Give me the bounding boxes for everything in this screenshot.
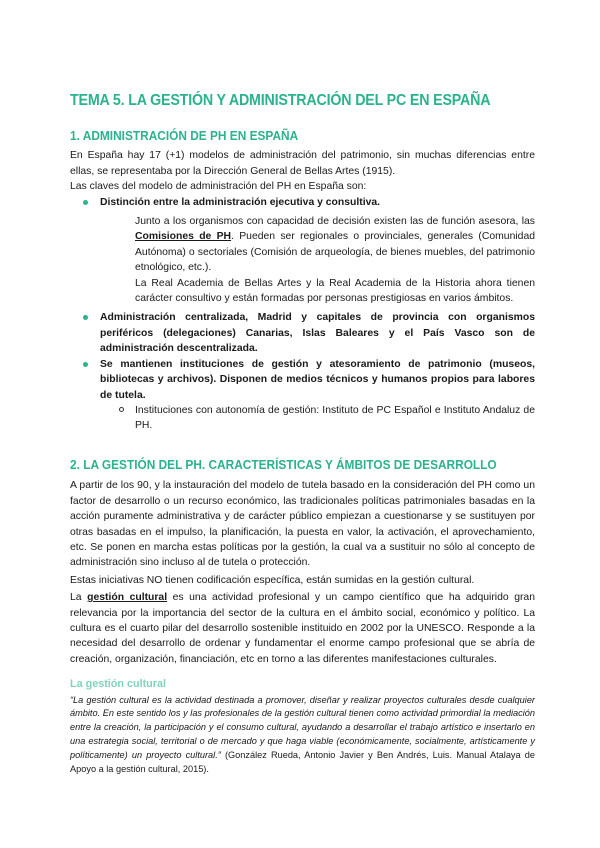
bullet-text: Distinción entre la administración ejecutiva y consultiva. bbox=[100, 196, 381, 208]
quote-text: “La gestión cultural es la actividad destinada a promover, diseñar y realizar proyectos culturales desde cualquier ámbito. En este sentido los y las profesionales de la gestión cultural tienen como actividad primordial la mediación entre la creación, la participación y el consumo cultural, ayudando a desarrollar el trabajo artístico e insertarlo en una estrategia social, territorial o de mercado y que haga viable (económicamente, socialmente, artísticamente y políticamente) un proyecto cultural.” bbox=[70, 694, 535, 760]
quote-block bbox=[70, 694, 535, 777]
list-item bbox=[70, 403, 535, 434]
centralizada-term: Administración centralizada bbox=[100, 312, 246, 324]
section-1-paragraph-2: Las claves del modelo de administración del PH en España son: bbox=[70, 181, 367, 193]
section-1-heading: 1. ADMINISTRACIÓN DE PH EN ESPAÑA bbox=[70, 128, 299, 143]
list-item: Administración centralizada, Madrid y capitales de provincia con organismos periféricos (delegaciones) Canarias, Islas Baleares y el País Vasco son de administración descentralizada. bbox=[70, 310, 535, 356]
list-item bbox=[70, 195, 535, 210]
section-1-paragraph-1: En España hay 17 (+1) modelos de administración del patrimonio, sin muchas diferencias entre ellas, se representaba por la Dirección General de Bellas Artes (1915). bbox=[70, 150, 535, 177]
sub-bullet-text: Instituciones con autonomía de gestión: Instituto de PC Español e Instituto Andaluz de PH. bbox=[135, 404, 535, 432]
subheading-gestion-cultural: La gestión cultural bbox=[70, 678, 166, 691]
section-1 bbox=[70, 128, 535, 434]
bullet-icon bbox=[83, 200, 88, 205]
section-2-paragraph-2: Estas iniciativas NO tienen codificación específica, están sumidas en la gestión cultural. bbox=[70, 574, 475, 586]
sub-paragraph-comisiones: Junto a los organismos con capacidad de decisión existen las de función asesora, las Comisiones de PH. Pueden ser regionales o provinciales, generales (Comunidad Autónoma) o sectoriales (Comisión de arqueología, de bienes muebles, del patrimonio etnológico, etc.). bbox=[135, 216, 535, 274]
bullet-icon bbox=[83, 315, 88, 320]
quote-citation: (González Rueda, Antonio Javier y Ben Andrés, Luis. Manual Atalaya de Apoyo a la gestión cultural, 2015). bbox=[70, 749, 535, 774]
section-2-paragraph-1: A partir de los 90, y la instauración del modelo de tutela basado en la consideración del PH como un factor de desarrollo o un recurso económico, las tradicionales políticas patrimoniales basadas en la acción puramente administrativa y de carácter público empiezan a cuestionarse y se sustituyen por otras basadas en el impulso, la planificación, la puesta en valor, la activación, el aprovechamiento, etc. Se ponen en marcha estas políticas por la gestión, la cual va a sustituir no sólo al concepto de administración sino incluso al de tutela o protección. bbox=[70, 480, 535, 569]
section-2 bbox=[70, 457, 535, 776]
gestion-cultural-term: gestión cultural bbox=[87, 592, 168, 604]
list-item bbox=[70, 357, 535, 403]
bullet-icon bbox=[83, 362, 88, 367]
bullet-text: Se mantienen instituciones de gestión y atesoramiento de patrimonio (museos, bibliotecas y archivos). Disponen de medios técnicos y humanos propios para labores de tutela. bbox=[100, 358, 535, 401]
circle-bullet-icon bbox=[119, 407, 124, 412]
section-1-bullet-list-2 bbox=[70, 310, 535, 402]
section-2-paragraph-3: La gestión cultural es una actividad profesional y un campo científico que ha adquirido gran relevancia por la importancia del sector de la cultura en el ámbito social, económico y político. La cultura es el cuarto pilar del desarrollo sostenible instituido en 2002 por la UNESCO. Responde a la necesidad del desarrollo de ordenar y fundamentar el enorme campo profesional que se abría de creación, organización, financiación, etc en torno a las diferentes manifestaciones culturales. bbox=[70, 592, 535, 665]
section-1-sub-list bbox=[70, 403, 535, 434]
document-title: TEMA 5. LA GESTIÓN Y ADMINISTRACIÓN DEL PC EN ESPAÑA bbox=[70, 92, 491, 109]
comisiones-term: Comisiones de PH bbox=[135, 231, 232, 243]
sub-paragraph-academias: La Real Academia de Bellas Artes y la Real Academia de la Historia ahora tienen carácter consultivo y están formadas por personas prestigiosas en varios ámbitos. bbox=[135, 277, 535, 305]
section-1-bullet-list bbox=[70, 195, 535, 210]
section-2-heading: 2. LA GESTIÓN DEL PH. CARACTERÍSTICAS Y ÁMBITOS DE DESARROLLO bbox=[70, 457, 497, 472]
